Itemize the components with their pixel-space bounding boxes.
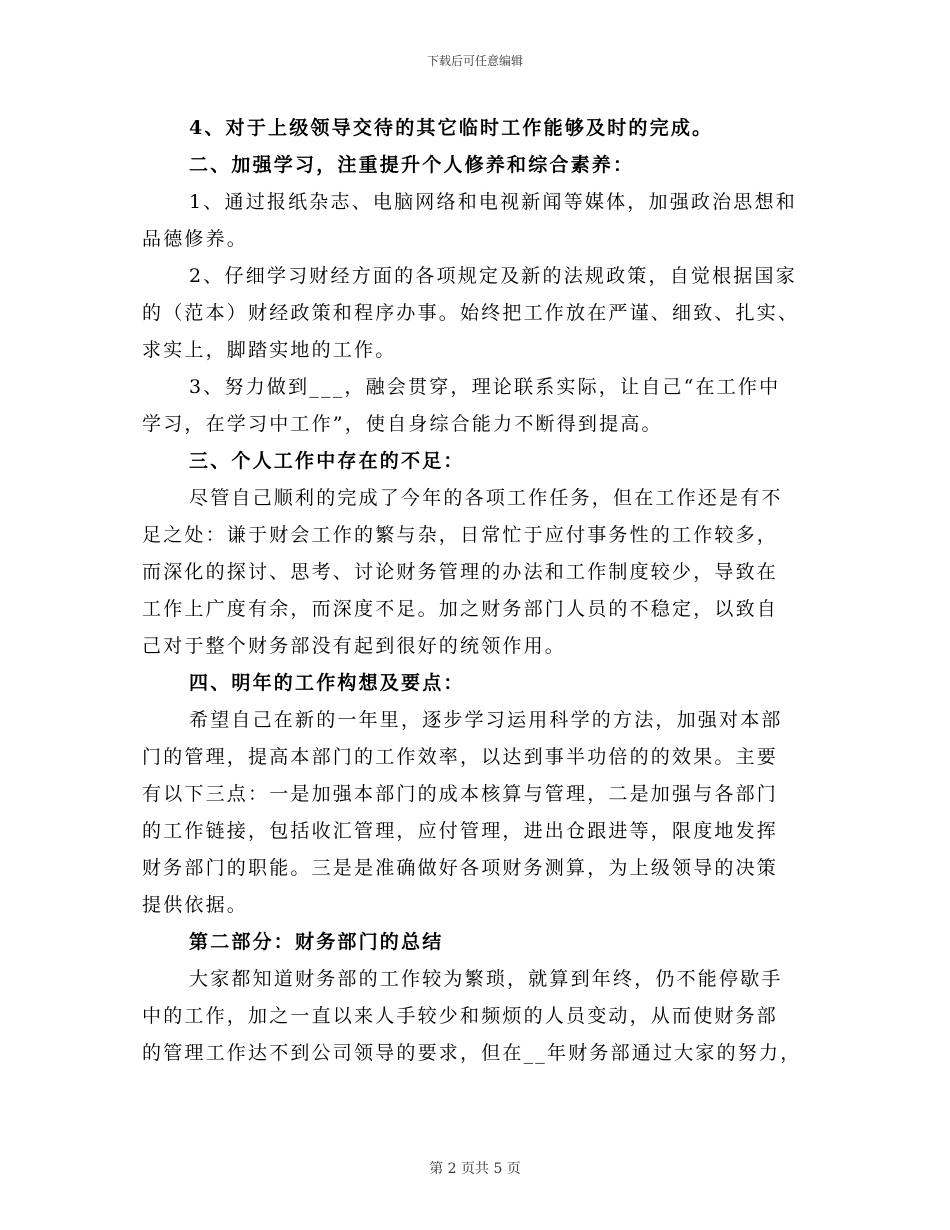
paragraph-line: 工作上广度有余，而深度不足。加之财务部门人员的不稳定，以致自 <box>142 598 779 620</box>
part-heading: 第二部分：财务部门的总结 <box>189 931 444 953</box>
paragraph-line: 财务部门的职能。三是是准确做好各项财务测算，为上级领导的决策 <box>142 857 779 879</box>
paragraph-line: 中的工作，加之一直以来人手较少和频烦的人员变动，从而使财务部 <box>142 1005 779 1027</box>
paragraph-line: 足之处：谦于财会工作的繁与杂，日常忙于应付事务性的工作较多， <box>142 524 779 546</box>
section-heading: 二、加强学习，注重提升个人修养和综合素养： <box>189 154 635 176</box>
paragraph-line: 提供依据。 <box>142 894 249 916</box>
paragraph-line: 尽管自己顺利的完成了今年的各项工作任务，但在工作还是有不 <box>189 487 783 509</box>
paragraph-line: 的工作链接，包括收汇管理，应付管理，进出仓跟进等，限度地发挥 <box>142 820 779 842</box>
paragraph-line: 大家都知道财务部的工作较为繁琐，就算到年终，仍不能停歇手 <box>189 968 783 990</box>
paragraph-line: 而深化的探讨、思考、讨论财务管理的办法和工作制度较少，导致在 <box>142 561 779 583</box>
paragraph-line: 的（范本）财经政策和程序办事。始终把工作放在严谨、细致、扎实、 <box>142 302 800 324</box>
paragraph-line: 品德修养。 <box>142 228 249 250</box>
paragraph-line: 的管理工作达不到公司领导的要求，但在__年财务部通过大家的努力， <box>142 1042 802 1064</box>
section-heading: 三、个人工作中存在的不足： <box>189 450 465 472</box>
paragraph-line: 己对于整个财务部没有起到很好的统领作用。 <box>142 635 567 657</box>
section-heading: 四、明年的工作构想及要点： <box>189 672 465 694</box>
paragraph-line: 门的管理，提高本部门的工作效率，以达到事半功倍的的效果。主要 <box>142 746 779 768</box>
paragraph-line: 2、仔细学习财经方面的各项规定及新的法规政策，自觉根据国家 <box>189 265 797 287</box>
paragraph-line: 1、通过报纸杂志、电脑网络和电视新闻等媒体，加强政治思想和 <box>189 191 797 213</box>
paragraph-line: 学习，在学习中工作”，使自身综合能力不断得到提高。 <box>142 413 663 435</box>
paragraph-line: 有以下三点：一是加强本部门的成本核算与管理，二是加强与各部门 <box>142 783 779 805</box>
paragraph-line: 求实上，脚踏实地的工作。 <box>142 339 397 361</box>
paragraph-line: 希望自己在新的一年里，逐步学习运用科学的方法，加强对本部 <box>189 709 783 731</box>
list-item: 4、对于上级领导交待的其它临时工作能够及时的完成。 <box>189 117 714 139</box>
paragraph-line: 3、努力做到___，融会贯穿，理论联系实际，让自己“在工作中 <box>189 376 781 398</box>
document-body <box>142 110 807 1072</box>
page-number-footer: 第 2 页共 5 页 <box>429 1161 521 1177</box>
page-header: 下载后可任意编辑 <box>426 54 523 68</box>
